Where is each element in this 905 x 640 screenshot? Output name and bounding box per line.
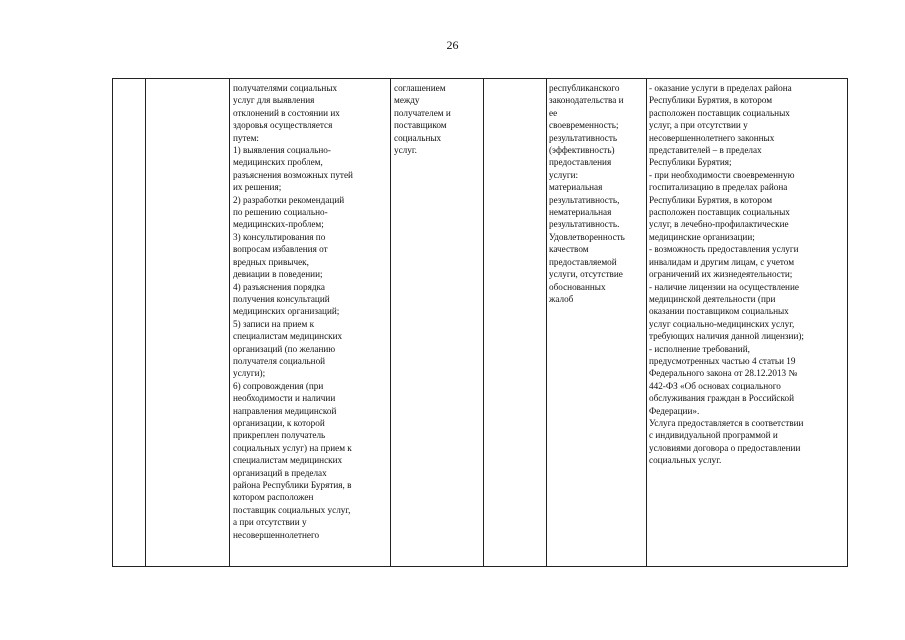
text-line: получателем и <box>394 107 451 118</box>
text-line: 442-ФЗ «Об основах социального <box>649 380 781 391</box>
table-col-border-3 <box>229 78 230 566</box>
text-line: госпитализацию в пределах района <box>649 182 788 193</box>
text-line: требующих наличия данной лицензии); <box>649 331 804 342</box>
text-line: Республики Бурятия, в котором <box>649 194 773 205</box>
text-line: Федерального закона от 28.12.2013 № <box>649 368 798 379</box>
cell-service-indicators <box>549 82 625 305</box>
text-line: необходимости и наличии <box>233 393 336 404</box>
text-line: расположен поставщик социальных <box>649 107 790 118</box>
text-line: предусмотренных частью 4 статьи 19 <box>649 355 796 366</box>
text-line: медицинских проблем, <box>233 157 323 168</box>
text-line: социальных услуг) на прием к <box>233 442 352 453</box>
text-line: жалоб <box>549 293 574 304</box>
text-line: ограничений их жизнедеятельности; <box>649 269 793 280</box>
table-col-border-1 <box>112 78 113 566</box>
text-line: путем: <box>233 132 259 143</box>
table-col-border-6 <box>546 78 547 566</box>
text-line: - оказание услуги в пределах района <box>649 83 792 93</box>
text-line: (эффективность) <box>549 145 615 156</box>
page-number: 26 <box>446 38 459 52</box>
text-line: Республики Бурятия; <box>649 157 732 168</box>
text-line: - исполнение требований, <box>649 343 750 354</box>
text-line: медицинских организаций; <box>233 306 340 317</box>
table-top-border <box>112 78 848 79</box>
text-line: поставщиком <box>394 120 447 131</box>
text-line: с индивидуальной программой и <box>649 430 778 441</box>
text-line: социальных услуг. <box>649 455 722 466</box>
text-line: между <box>394 95 420 106</box>
text-line: своевременность; <box>549 120 619 131</box>
text-line: здоровья осуществляется <box>233 120 333 131</box>
text-line: предоставления <box>549 157 612 168</box>
text-line: получателями социальных <box>233 83 338 93</box>
table-col-border-5 <box>483 78 484 566</box>
text-line: - наличие лицензии на осуществление <box>649 281 799 292</box>
text-line: 3) консультирования по <box>233 231 326 242</box>
text-line: услуг социально-медицинских услуг, <box>649 318 795 329</box>
text-line: предоставляемой <box>549 256 617 267</box>
text-line: услуг, а при отсутствии у <box>649 120 748 131</box>
text-line: специалистам медицинских <box>233 331 343 342</box>
text-line: медицинские организации; <box>649 231 755 242</box>
text-line: поставщик социальных услуг, <box>233 504 351 515</box>
text-line: 1) выявления социально- <box>233 145 331 156</box>
cell-service-terms <box>394 82 451 156</box>
cell-service-content <box>233 82 353 541</box>
text-line: котором расположен <box>233 492 314 503</box>
text-line: организаций (по желанию <box>233 343 336 354</box>
text-line: по решению социально- <box>233 207 328 218</box>
text-line: организаций в пределах <box>233 467 327 478</box>
text-line: республиканского <box>549 83 620 93</box>
text-line: инвалидам и другим лицам, с учетом <box>649 256 795 267</box>
text-line: условиями договора о предоставлении <box>649 442 801 453</box>
text-line: Удовлетворенность <box>549 231 625 242</box>
text-line: специалистам медицинских <box>233 455 343 466</box>
text-line: 4) разъяснения порядка <box>233 281 325 292</box>
text-line: получения консультаций <box>233 293 330 304</box>
text-line: вредных привычек, <box>233 256 309 267</box>
text-line: медицинской деятельности (при <box>649 293 776 304</box>
text-line: девиации в поведении; <box>233 269 323 280</box>
table-col-border-8 <box>847 78 848 566</box>
text-line: социальных <box>394 132 442 143</box>
text-line: услуги, отсутствие <box>549 269 623 280</box>
text-line: соглашением <box>394 83 446 93</box>
table-bottom-border <box>112 566 848 567</box>
text-line: услуг для выявления <box>233 95 315 106</box>
text-line: расположен поставщик социальных <box>649 207 790 218</box>
text-line: материальная <box>549 182 603 193</box>
text-line: района Республики Бурятия, в <box>233 480 352 490</box>
services-table <box>112 78 848 568</box>
text-line: Федерации». <box>649 405 700 416</box>
text-line: - при необходимости своевременную <box>649 169 795 180</box>
table-col-border-7 <box>646 78 647 566</box>
text-line: прикреплен получатель <box>233 430 326 441</box>
text-line: оказании поставщиком социальных <box>649 306 789 317</box>
text-line: услуг. <box>394 145 417 156</box>
text-line: обслуживания граждан в Российской <box>649 393 794 404</box>
text-line: их решения; <box>233 182 282 193</box>
text-line: результативность. <box>549 219 620 230</box>
table-col-border-2 <box>145 78 146 566</box>
text-line: - возможность предоставления услуги <box>649 244 799 255</box>
text-line: 6) сопровождения (при <box>233 380 324 391</box>
text-line: результативность, <box>549 194 620 205</box>
text-line: медицинских-проблем; <box>233 219 324 230</box>
cell-service-conditions <box>649 82 804 467</box>
text-line: несовершеннолетнего <box>233 529 320 540</box>
text-line: получателя социальной <box>233 355 326 366</box>
text-line: услуги); <box>233 368 266 379</box>
text-line: направления медицинской <box>233 405 337 416</box>
text-line: Республики Бурятия, в котором <box>649 95 773 106</box>
text-line: а при отсутствии у <box>233 517 307 528</box>
text-line: обоснованных <box>549 281 606 292</box>
text-line: представителей – в пределах <box>649 145 762 156</box>
text-line: законодательства и <box>549 95 624 106</box>
text-line: услуг, в лечебно-профилактические <box>649 219 789 230</box>
text-line: организации, к которой <box>233 417 325 428</box>
text-line: несовершеннолетнего законных <box>649 132 775 143</box>
text-line: нематериальная <box>549 207 612 218</box>
text-line: ее <box>549 107 558 118</box>
text-line: результативность <box>549 132 618 143</box>
text-line: услуги: <box>549 169 579 180</box>
text-line: отклонений в состоянии их <box>233 107 340 118</box>
text-line: вопросам избавления от <box>233 244 328 255</box>
text-line: 5) записи на прием к <box>233 318 315 329</box>
table-col-border-4 <box>390 78 391 566</box>
text-line: 2) разработки рекомендаций <box>233 194 345 205</box>
text-line: разъяснения возможных путей <box>233 169 353 180</box>
text-line: качеством <box>549 244 589 255</box>
text-line: Услуга предоставляется в соответствии <box>649 417 804 428</box>
